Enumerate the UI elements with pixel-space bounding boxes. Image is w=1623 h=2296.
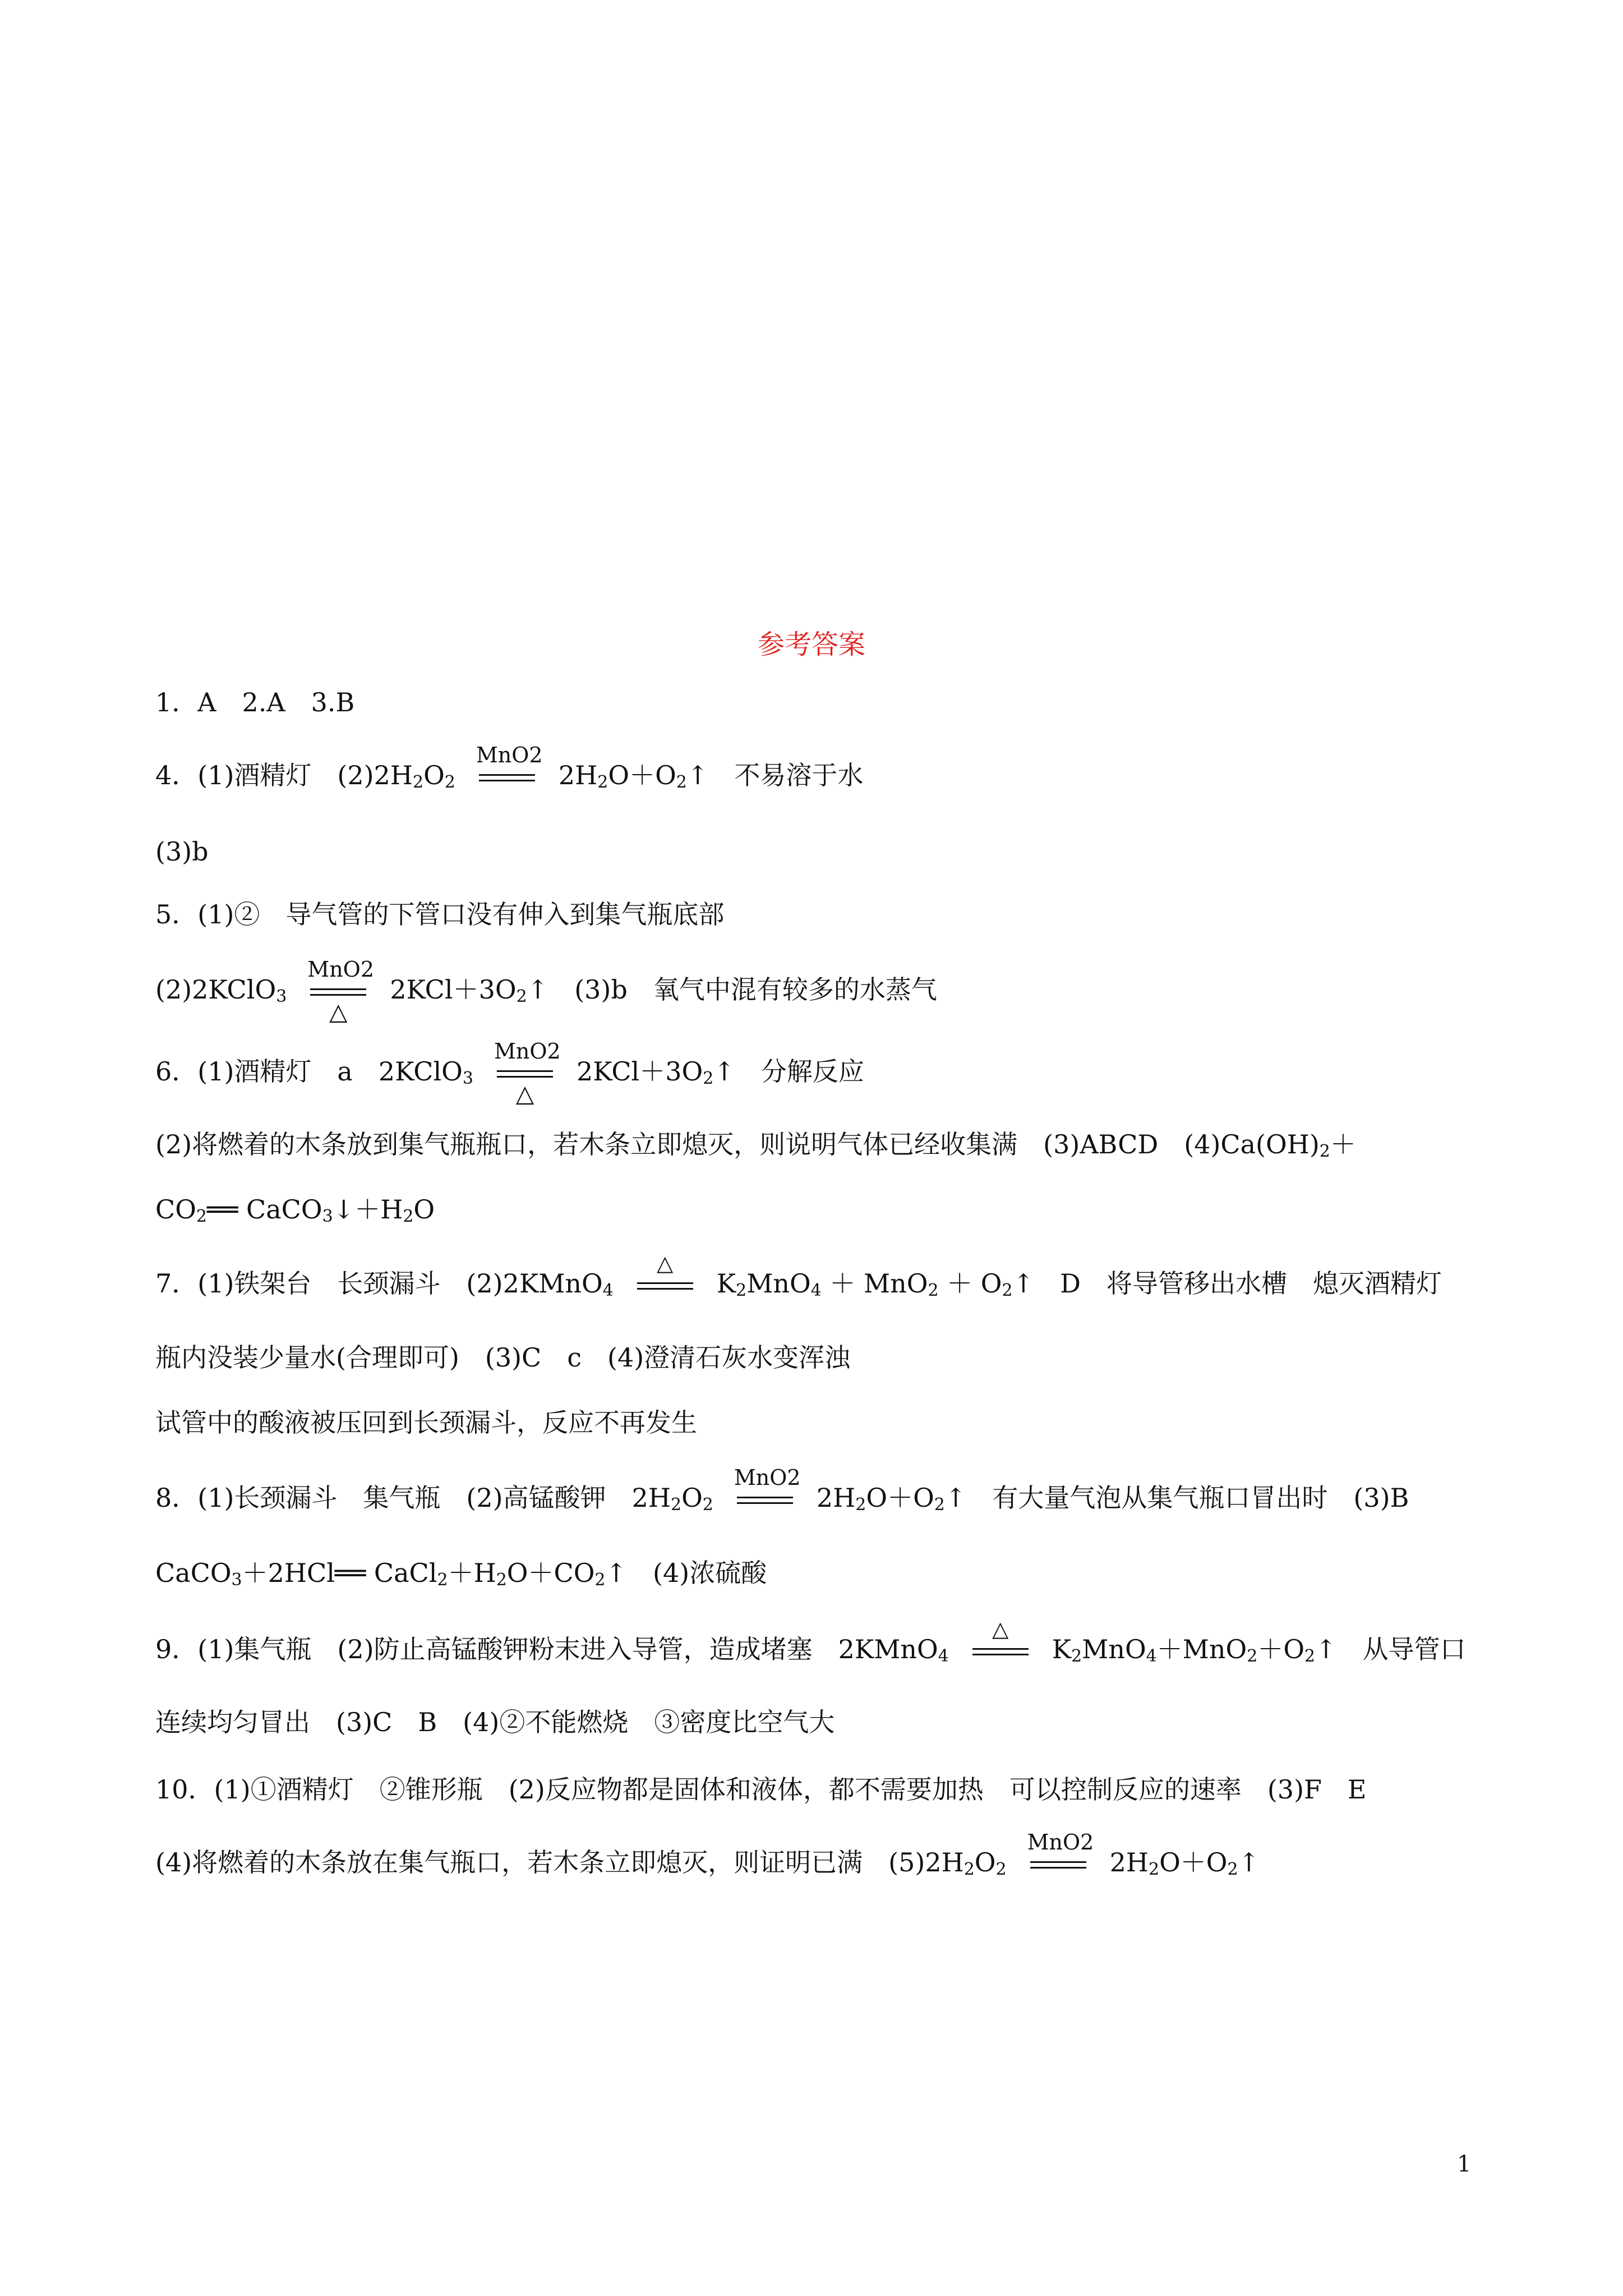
equals-bars xyxy=(972,1648,1029,1655)
line-text: ↑ 从导管口 xyxy=(1315,1634,1466,1664)
line-text: 2KCl＋3O xyxy=(576,1056,703,1087)
answer-line-6 xyxy=(155,1039,864,1107)
subscript: 2 xyxy=(1319,1142,1330,1161)
line-text: ↑ 有大量气泡从集气瓶口冒出时 (3)B xyxy=(944,1483,1409,1513)
line-text: ↑ xyxy=(1238,1847,1260,1878)
reaction-condition xyxy=(1027,1830,1094,1871)
line-text: ＋ xyxy=(1330,1129,1356,1159)
subscript: 2 xyxy=(516,987,527,1006)
line-text: ＋O xyxy=(1257,1634,1305,1664)
answer-line-7 xyxy=(155,1251,1442,1308)
equals-bars xyxy=(1030,1861,1086,1869)
subscript: 2 xyxy=(928,1281,939,1300)
line-text: O＋O xyxy=(608,760,676,790)
catalyst-label: MnO2 xyxy=(1027,1830,1094,1855)
line-text: 试管中的酸液被压回到长颈漏斗，反应不再发生 xyxy=(155,1407,697,1438)
line-text: CO xyxy=(155,1194,196,1225)
equals-bars xyxy=(479,774,535,781)
subscript: 2 xyxy=(1071,1646,1082,1666)
line-text: (2)将燃着的木条放到集气瓶瓶口，若木条立即熄灭，则说明气体已经收集满 (3)ABCD (4)Ca(OH) xyxy=(155,1129,1320,1159)
catalyst-label: MnO2 xyxy=(307,957,374,982)
page-number: 1 xyxy=(1457,2151,1472,2177)
line-text: 2H xyxy=(816,1483,856,1513)
catalyst-label: MnO2 xyxy=(476,743,543,767)
subscript: 3 xyxy=(322,1207,333,1226)
subscript: 2 xyxy=(594,1570,606,1590)
line-text: 5．(1)② 导气管的下管口没有伸入到集气瓶底部 xyxy=(155,899,725,930)
reaction-condition xyxy=(494,1039,561,1107)
equals-bars xyxy=(737,1497,793,1504)
line-text: ══ CaCO xyxy=(207,1194,322,1225)
subscript: 2 xyxy=(1002,1281,1013,1300)
line-text: ＋MnO xyxy=(1156,1634,1247,1664)
reaction-condition xyxy=(972,1617,1029,1658)
line-text: 7．(1)铁架台 长颈漏斗 (2)2KMnO xyxy=(155,1268,603,1299)
equals-bars xyxy=(637,1282,693,1290)
answer-line-6-2 xyxy=(155,1128,1356,1168)
answer-line-4-3 xyxy=(155,835,209,868)
subscript: 2 xyxy=(702,1495,713,1515)
subscript: 2 xyxy=(736,1281,747,1300)
answer-line-9 xyxy=(155,1617,1466,1673)
answer-line-6-4 xyxy=(155,1193,435,1234)
line-text: ＋H xyxy=(448,1558,496,1588)
answer-line-5 xyxy=(155,898,724,931)
line-text: ↑ 不易溶于水 xyxy=(686,760,864,790)
line-text: 4．(1)酒精灯 (2)2H xyxy=(155,760,413,790)
subscript: 2 xyxy=(995,1860,1007,1879)
subscript: 2 xyxy=(412,772,424,792)
subscript: 2 xyxy=(1247,1646,1258,1666)
line-text: 2KCl＋3O xyxy=(390,974,517,1005)
subscript: 4 xyxy=(810,1281,822,1300)
answer-line-5-2 xyxy=(155,957,937,1025)
line-text: O＋O xyxy=(1159,1847,1228,1878)
answer-line-8 xyxy=(155,1465,1409,1522)
heat-symbol: △ xyxy=(657,1251,674,1276)
subscript: 2 xyxy=(597,772,608,792)
subscript: 2 xyxy=(403,1207,414,1226)
line-text: ↑ (3)b 氧气中混有较多的水蒸气 xyxy=(527,974,937,1005)
subscript: 2 xyxy=(496,1570,507,1590)
line-text: 2H xyxy=(558,760,598,790)
line-text: O＋CO xyxy=(506,1558,595,1588)
line-text: 连续均匀冒出 (3)C B (4)②不能燃烧 ③密度比空气大 xyxy=(155,1707,835,1737)
heat-symbol: △ xyxy=(329,998,348,1025)
subscript: 2 xyxy=(934,1495,945,1515)
subscript: 2 xyxy=(1227,1860,1238,1879)
subscript: 2 xyxy=(1149,1860,1160,1879)
subscript: 3 xyxy=(276,987,287,1006)
subscript: 4 xyxy=(602,1281,614,1300)
line-text: O xyxy=(974,1847,996,1878)
answer-title: 参考答案 xyxy=(757,629,865,660)
heat-symbol: △ xyxy=(515,1080,534,1107)
subscript: 2 xyxy=(963,1860,975,1879)
line-text: O xyxy=(413,1194,435,1225)
line-text: 9．(1)集气瓶 (2)防止高锰酸钾粉末进入导管，造成堵塞 2KMnO xyxy=(155,1634,938,1664)
subscript: 3 xyxy=(231,1570,242,1590)
line-text: 2H xyxy=(1109,1847,1149,1878)
line-text: O xyxy=(423,760,445,790)
subscript: 2 xyxy=(676,772,687,792)
line-text: ↑ (4)浓硫酸 xyxy=(605,1558,767,1588)
line-text: 1．A 2.A 3.B xyxy=(155,687,355,717)
heat-symbol: △ xyxy=(992,1617,1009,1641)
line-text: K xyxy=(716,1268,736,1299)
line-text: ↑ D 将导管移出水槽 熄灭酒精灯 xyxy=(1012,1268,1442,1299)
line-text: MnO xyxy=(746,1268,811,1299)
line-text: (4)将燃着的木条放在集气瓶口，若木条立即熄灭，则证明已满 (5)2H xyxy=(155,1847,964,1878)
line-text: O＋O xyxy=(866,1483,934,1513)
line-text: MnO xyxy=(1082,1634,1146,1664)
answer-line-8-3 xyxy=(155,1556,767,1597)
answer-line-4 xyxy=(155,743,864,799)
subscript: 4 xyxy=(938,1646,949,1666)
subscript: 3 xyxy=(462,1069,473,1088)
reaction-condition xyxy=(734,1465,801,1507)
subscript: 2 xyxy=(196,1207,208,1226)
line-text: 6．(1)酒精灯 a 2KClO xyxy=(155,1056,463,1087)
line-text: ↑ 分解反应 xyxy=(713,1056,864,1087)
line-text: ＋ O xyxy=(938,1268,1002,1299)
line-text: 瓶内没装少量水(合理即可) (3)C c (4)澄清石灰水变浑浊 xyxy=(155,1342,851,1373)
subscript: 2 xyxy=(444,772,455,792)
reaction-condition xyxy=(637,1251,693,1292)
line-text: ↓＋H xyxy=(333,1194,403,1225)
line-text: 8．(1)长颈漏斗 集气瓶 (2)高锰酸钾 2H xyxy=(155,1483,671,1513)
line-text: O xyxy=(681,1483,703,1513)
reaction-condition xyxy=(307,957,374,1025)
subscript: 2 xyxy=(437,1570,448,1590)
reaction-condition xyxy=(476,743,543,784)
answer-line-1-3 xyxy=(155,685,354,719)
line-text: K xyxy=(1052,1634,1072,1664)
subscript: 2 xyxy=(670,1495,682,1515)
subscript: 2 xyxy=(703,1069,714,1088)
line-text: (3)b xyxy=(155,836,209,867)
line-text: (2)2KClO xyxy=(155,974,276,1005)
line-text: ＋2HCl══ CaCl xyxy=(242,1558,437,1588)
line-text: CaCO xyxy=(155,1558,232,1588)
line-text: 10．(1)①酒精灯 ②锥形瓶 (2)反应物都是固体和液体，都不需要加热 可以控制反应的速率 (3)F E xyxy=(155,1774,1367,1805)
answer-line-10 xyxy=(155,1773,1367,1806)
line-text: ＋ MnO xyxy=(821,1268,928,1299)
subscript: 2 xyxy=(1304,1646,1316,1666)
subscript: 2 xyxy=(855,1495,866,1515)
subscript: 4 xyxy=(1146,1646,1157,1666)
answer-line-10-4 xyxy=(155,1830,1260,1887)
catalyst-label: MnO2 xyxy=(734,1465,801,1490)
answer-line-9-2 xyxy=(155,1705,834,1739)
catalyst-label: MnO2 xyxy=(494,1039,561,1064)
answer-line-7-3 xyxy=(155,1406,697,1439)
answer-line-7-2 xyxy=(155,1341,850,1374)
